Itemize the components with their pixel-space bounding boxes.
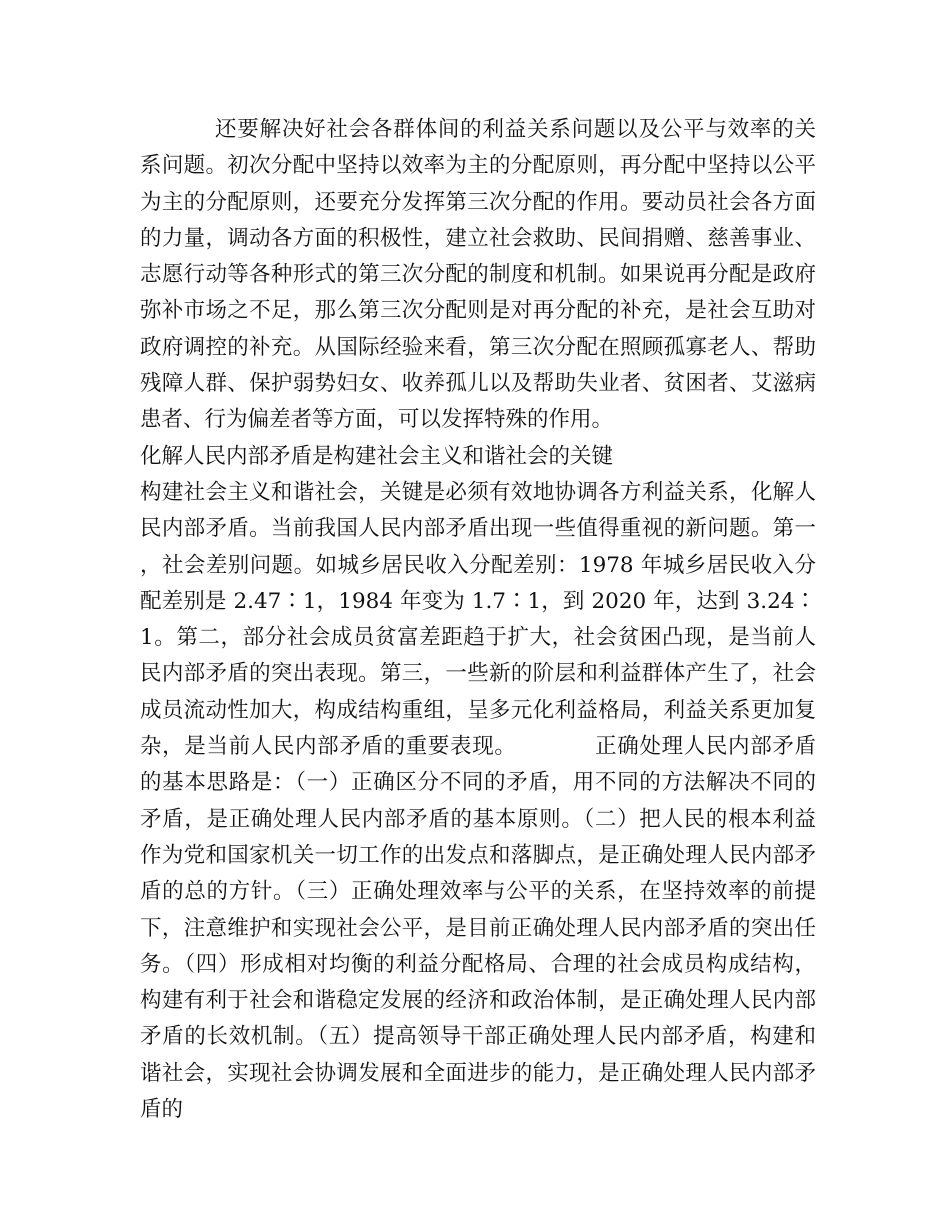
section-heading: 化解人民内部矛盾是构建社会主义和谐社会的关键 xyxy=(140,443,614,469)
paragraph-new-problems: 构建社会主义和谐社会，关键是必须有效地协调各方利益关系，化解人民内部矛盾。当前我国人民内部矛盾出现一些值得重视的新问题。第一，社会差别问题。如城乡居民收入分配差别：1978 年城乡居民收入分配差别是 2.47∶1，1984 年变为 1.7∶1，到 2020 年，达到 3.24∶1。第二，部分社会成员贫富差距趋于扩大，社会贫困凸现，是当前人民内部矛盾的突出表现。第三，一些新的阶层和利益群体产生了，社会成员流动性加大，构成结构重组，呈多元化利益格局，利益关系更加复杂，是当前人民内部矛盾的重要表现。 xyxy=(140,479,816,760)
paragraph-internal-contradictions xyxy=(140,475,816,1128)
paragraph-income-distribution: 还要解决好社会各群体间的利益关系问题以及公平与效率的关系问题。初次分配中坚持以效率为主的分配原则，再分配中坚持以公平为主的分配原则，还要充分发挥第三次分配的作用。要动员社会各方面的力量，调动各方面的积极性，建立社会救助、民间捐赠、慈善事业、志愿行动等各种形式的第三次分配的制度和机制。如果说再分配是政府弥补市场之不足，那么第三次分配则是对再分配的补充，是社会互助对政府调控的补充。从国际经验来看，第三次分配在照顾孤寡老人、帮助残障人群、保护弱势妇女、收养孤儿以及帮助失业者、贫困者、艾滋病患者、行为偏差者等方面，可以发挥特殊的作用。 xyxy=(140,117,816,433)
paragraph-basic-approach: 正确处理人民内部矛盾的基本思路是：（一）正确区分不同的矛盾，用不同的方法解决不同的矛盾，是正确处理人民内部矛盾的基本原则。（二）把人民的根本利益作为党和国家机关一切工作的出发点和落脚点，是正确处理人民内部矛盾的总的方针。（三）正确处理效率与公平的关系，在坚持效率的前提下，注意维护和实现社会公平，是目前正确处理人民内部矛盾的突出任务。（四）形成相对均衡的利益分配格局、合理的社会成员构成结构，构建有利于社会和谐稳定发展的经济和政治体制，是正确处理人民内部矛盾的长效机制。（五）提高领导干部正确处理人民内部矛盾，构建和谐社会，实现社会协调发展和全面进步的能力，是正确处理人民内部矛盾的 xyxy=(140,734,816,1123)
document-body xyxy=(140,112,816,1128)
